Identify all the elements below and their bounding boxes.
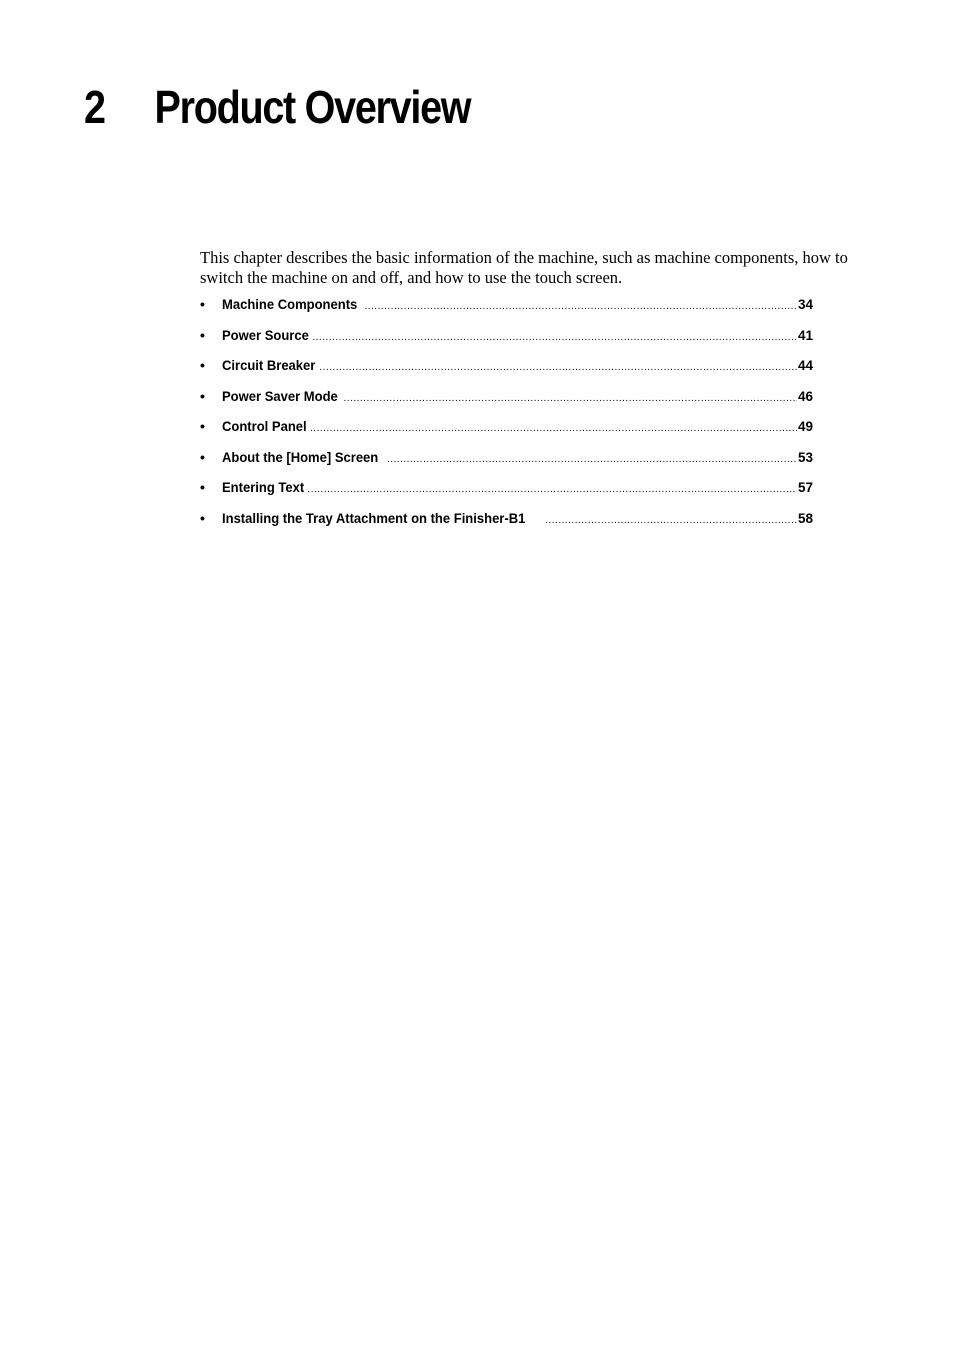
toc-entry-page[interactable]: 53 <box>797 449 813 465</box>
toc-dot-leader <box>344 393 797 404</box>
toc-entry-page[interactable]: 46 <box>797 388 813 404</box>
toc-entry-circuit-breaker[interactable] <box>200 357 813 388</box>
toc-dot-leader <box>387 454 797 465</box>
toc-entry-page[interactable]: 44 <box>797 358 813 373</box>
bullet-icon: • <box>200 326 205 343</box>
toc-dot-leader <box>319 362 797 373</box>
toc-entry-entering-text[interactable] <box>200 479 813 510</box>
bullet-icon: • <box>200 387 205 404</box>
chapter-heading <box>84 80 470 134</box>
toc-entry-title[interactable]: Installing the Tray Attachment on the Finisher-B1 <box>222 509 526 526</box>
toc-dot-leader <box>312 332 797 343</box>
toc-entry-installing-tray-attachment[interactable] <box>200 510 813 541</box>
toc-entry-power-source[interactable] <box>200 327 813 358</box>
toc-dot-leader <box>307 484 797 495</box>
bullet-icon: • <box>200 479 205 495</box>
toc-entry-control-panel[interactable] <box>200 418 813 449</box>
toc-entry-title[interactable]: Control Panel <box>222 418 307 434</box>
toc-entry-title[interactable]: Power Saver Mode <box>222 387 338 404</box>
bullet-icon: • <box>200 448 205 465</box>
toc-entry-title[interactable]: About the [Home] Screen <box>222 448 379 465</box>
toc-entry-page[interactable]: 34 <box>797 297 813 312</box>
toc-entry-page[interactable]: 41 <box>797 327 813 343</box>
toc-entry-page[interactable]: 58 <box>797 510 813 526</box>
toc-entry-about-home-screen[interactable] <box>200 449 813 480</box>
toc-entry-title[interactable]: Power Source <box>222 326 309 343</box>
toc-dot-leader <box>364 301 797 312</box>
chapter-toc <box>200 296 813 540</box>
toc-entry-page[interactable]: 57 <box>797 480 813 495</box>
toc-entry-power-saver-mode[interactable] <box>200 388 813 419</box>
chapter-title: Product Overview <box>154 81 471 133</box>
toc-entry-machine-components[interactable] <box>200 296 813 327</box>
toc-entry-title[interactable]: Entering Text <box>222 479 305 495</box>
toc-dot-leader <box>310 423 797 434</box>
chapter-number: 2 <box>84 81 105 133</box>
bullet-icon: • <box>200 509 205 526</box>
bullet-icon: • <box>200 418 205 434</box>
toc-entry-title[interactable]: Machine Components <box>222 296 358 312</box>
chapter-intro: This chapter describes the basic information of the machine, such as machine components, how to switch the machine on and off, and how to use the touch screen. <box>200 248 848 287</box>
bullet-icon: • <box>200 357 205 373</box>
toc-entry-title[interactable]: Circuit Breaker <box>222 357 316 373</box>
toc-entry-page[interactable]: 49 <box>797 419 813 434</box>
toc-dot-leader <box>545 515 797 526</box>
bullet-icon: • <box>200 296 205 312</box>
